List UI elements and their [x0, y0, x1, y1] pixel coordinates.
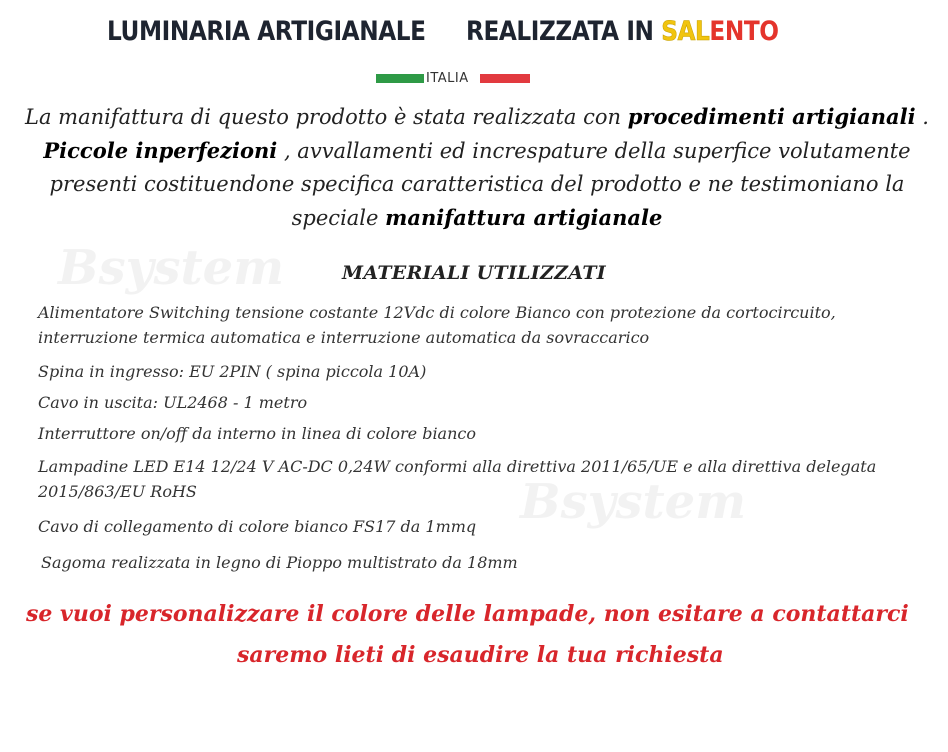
header-salento-sal: SAL — [661, 16, 710, 47]
header — [0, 14, 948, 54]
intro-paragraph — [12, 100, 942, 235]
materials-title — [0, 262, 948, 284]
intro-text: speciale — [291, 206, 386, 230]
header-salento-ento: ENTO — [709, 16, 779, 47]
intro-text: La manifattura di questo prodotto è stata realizzata con — [25, 105, 628, 129]
intro-text: . — [915, 105, 929, 129]
material-item: Sagoma realizzata in legno di Pioppo multistrato da 18mm — [41, 553, 518, 572]
flag-red-stripe — [480, 74, 530, 83]
flag-green-stripe — [376, 74, 424, 83]
intro-line-2 — [12, 134, 942, 168]
cta-line-1: se vuoi personalizzare il colore delle lampade, non esitare a contattarci — [26, 601, 909, 627]
header-right-prefix: REALIZZATA IN — [466, 16, 662, 47]
intro-emphasis: procedimenti artigianali — [627, 104, 916, 129]
material-item: Alimentatore Switching tensione costante 12Vdc di colore Bianco con protezione da cortocircuito, interruzione termica automatica e interruzione automatica da sovraccarico — [38, 303, 836, 347]
italy-flag-bar — [376, 71, 530, 85]
material-item: Lampadine LED E14 12/24 V AC-DC 0,24W conformi alla direttiva 2011/65/UE e alla direttiva delegata 2015/863/EU RoHS — [38, 457, 877, 501]
watermark: Bsystem — [58, 240, 285, 296]
material-item: Cavo in uscita: UL2468 - 1 metro — [38, 393, 308, 412]
intro-emphasis: manifattura artigianale — [385, 205, 663, 230]
intro-line-4 — [12, 201, 942, 235]
materials-title-text: MATERIALI UTILIZZATI — [342, 262, 606, 284]
intro-emphasis: Piccole inperfezioni — [43, 138, 278, 163]
material-item: Cavo di collegamento di colore bianco FS17 da 1mmq — [38, 517, 477, 536]
intro-line-1 — [12, 100, 942, 134]
material-item: Spina in ingresso: EU 2PIN ( spina piccola 10A) — [38, 362, 427, 381]
intro-text: , avvallamenti ed increspature della superfice volutamente — [277, 139, 911, 163]
watermark: Bsystem — [520, 474, 747, 530]
intro-line-3: presenti costituendone specifica caratteristica del prodotto e ne testimoniano la — [49, 172, 905, 196]
material-item: Interruttore on/off da interno in linea di colore bianco — [38, 424, 476, 443]
header-title-left: LUMINARIA ARTIGIANALE — [107, 16, 426, 47]
header-title-right — [466, 16, 779, 47]
cta-line-2: saremo lieti di esaudire la tua richiesta — [237, 642, 724, 668]
flag-label: ITALIA — [426, 71, 469, 86]
